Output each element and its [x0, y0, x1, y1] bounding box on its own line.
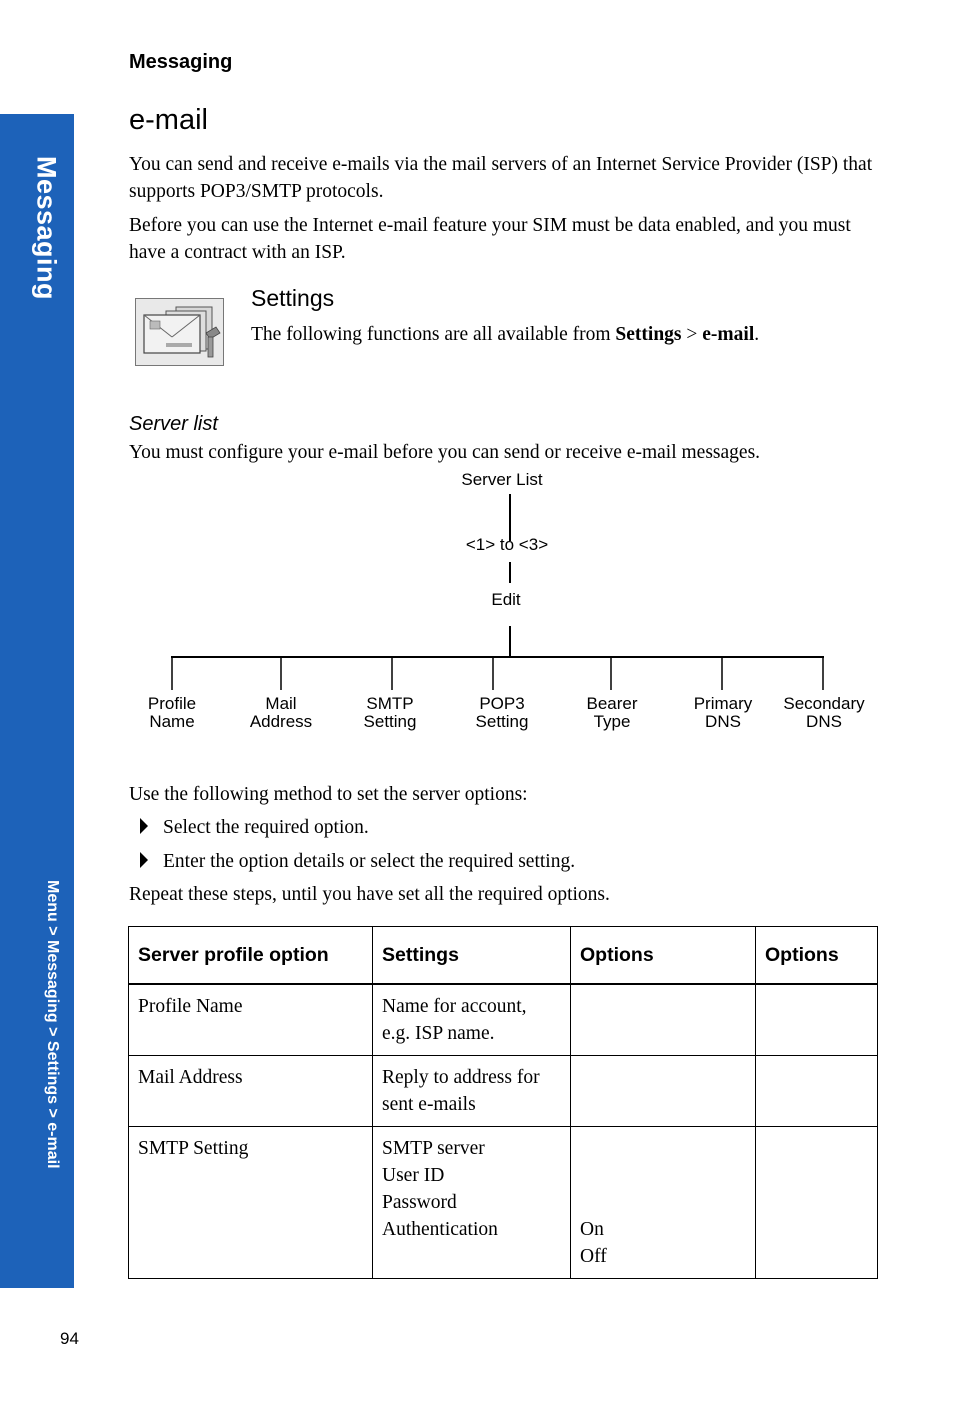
table-cell: On Off — [571, 1127, 756, 1279]
step-item: Enter the option details or select the required setting. — [163, 851, 576, 872]
table-cell — [756, 984, 878, 1056]
table-cell: SMTP Setting — [129, 1127, 373, 1279]
tree-leaf: POP3 Setting — [475, 694, 529, 731]
server-options-table — [128, 926, 878, 1279]
table-cell: Name for account, e.g. ISP name. — [373, 984, 571, 1056]
table-row — [129, 1127, 878, 1279]
step-arrow-icon — [139, 851, 149, 869]
tree-leaf: Secondary DNS — [783, 694, 865, 731]
table-cell: Reply to address for sent e-mails — [373, 1056, 571, 1127]
server-list-paragraph: You must configure your e-mail before you can send or receive e-mail messages. — [129, 442, 761, 463]
intro-paragraph-2: Before you can use the Internet e-mail feature your SIM must be data enabled, and you must have a contract with an ISP. — [129, 215, 851, 263]
column-header: Settings — [373, 927, 571, 985]
method-intro: Use the following method to set the server options: — [129, 784, 528, 805]
running-header: Messaging — [129, 51, 233, 73]
tree-leaf: Primary DNS — [693, 694, 753, 731]
column-header: Options — [571, 927, 756, 985]
column-header: Options — [756, 927, 878, 985]
settings-paragraph: The following functions are all available from Settings > e-mail. — [251, 324, 760, 345]
step-arrow-icon — [139, 817, 149, 835]
table-cell — [756, 1127, 878, 1279]
side-tab-title: Messaging — [31, 156, 62, 301]
step-item: Select the required option. — [163, 817, 369, 838]
intro-paragraph-1: You can send and receive e-mails via the mail servers of an Internet Service Provider (ISP) that supports POP3/SMTP protocols. — [129, 154, 873, 202]
tree-node-edit: Edit — [491, 590, 521, 609]
table-cell — [571, 1056, 756, 1127]
repeat-note: Repeat these steps, until you have set all the required options. — [129, 884, 610, 905]
side-tab-breadcrumb: Menu > Messaging > Settings > e-mail — [44, 880, 61, 1169]
tree-leaf: Bearer Type — [586, 694, 638, 731]
tree-node-level2: <1> to <3> — [465, 535, 549, 554]
table-cell — [756, 1056, 878, 1127]
settings-heading: Settings — [251, 285, 335, 311]
table-cell: Profile Name — [129, 984, 373, 1056]
table-cell — [571, 984, 756, 1056]
tree-leaf: SMTP Setting — [363, 694, 417, 731]
table-row — [129, 1056, 878, 1127]
page-title: e-mail — [129, 104, 208, 136]
tree-leaf: Mail Address — [249, 694, 313, 731]
page-number: 94 — [60, 1329, 79, 1348]
table-cell: Mail Address — [129, 1056, 373, 1127]
tree-leaf: Profile Name — [147, 694, 197, 731]
table-row — [129, 984, 878, 1056]
table-header-row — [129, 927, 878, 985]
tree-node-root: Server List — [461, 470, 543, 489]
server-list-heading: Server list — [129, 413, 218, 435]
table-cell: SMTP server User ID Password Authentication — [373, 1127, 571, 1279]
column-header: Server profile option — [129, 927, 373, 985]
